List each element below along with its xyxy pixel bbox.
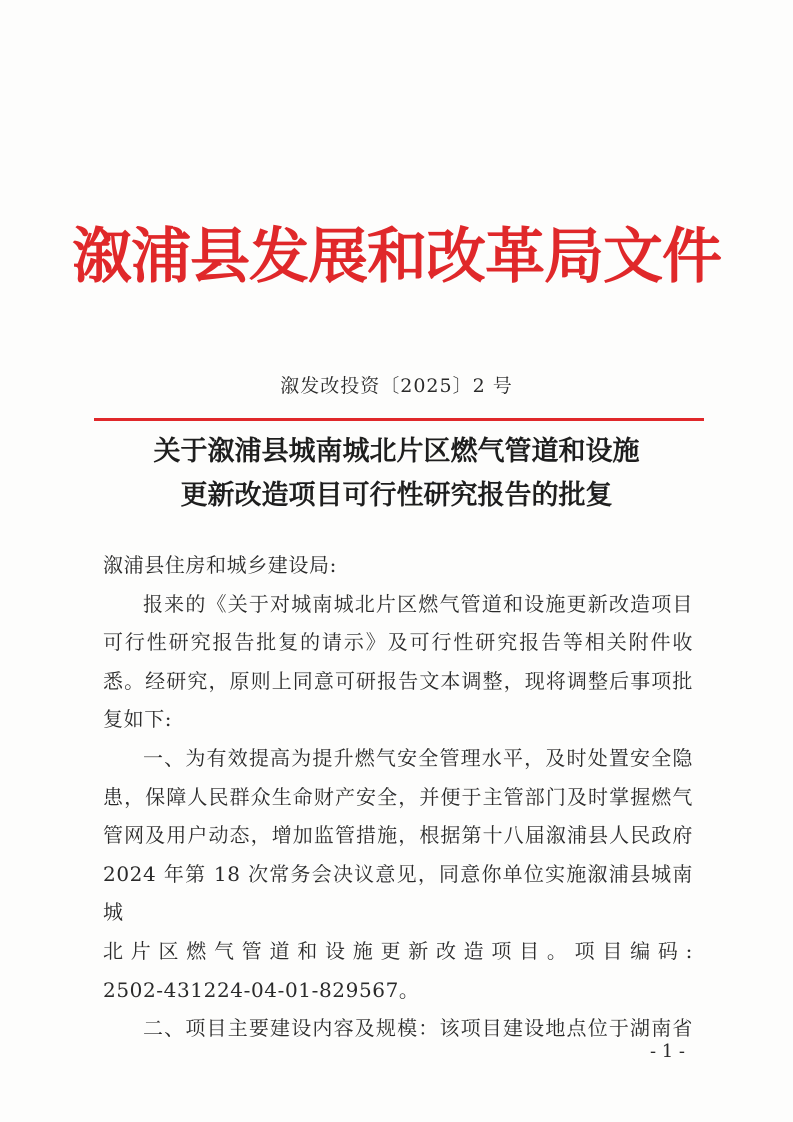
salutation: 溆浦县住房和城乡建设局: [103,553,337,577]
paragraph-2-line-6: 2502-431224-04-01-829567。 [103,977,420,1002]
paragraph-2-line-5: 北片区燃气管道和设施更新改造项目。项目编码: [103,938,693,963]
paragraph-2-line-2: 患，保障人民群众生命财产安全，并便于主管部门及时掌握燃气 [103,784,693,809]
masthead-title: 溆浦县发展和改革局文件 [72,222,721,292]
title-line-1: 关于溆浦县城南城北片区燃气管道和设施 [153,436,640,467]
paragraph-1-line-2: 可行性研究报告批复的请示》及可行性研究报告等相关附件收 [103,630,693,655]
page-number: - 1 - [649,1041,685,1062]
paragraph-2-line-1: 一、为有效提高为提升燃气安全管理水平，及时处置安全隐 [143,745,693,770]
paragraph-1-line-4: 复如下: [103,707,173,732]
paragraph-3-line-1: 二、项目主要建设内容及规模：该项目建设地点位于湖南省 [143,1016,693,1041]
document-body [103,546,693,1048]
paragraph-1-line-1: 报来的《关于对城南城北片区燃气管道和设施更新改造项目 [143,591,693,616]
title-line-2: 更新改造项目可行性研究报告的批复 [180,480,613,511]
paragraph-2-line-4: 2024 年第 18 次常务会决议意见，同意你单位实施溆浦县城南城 [103,861,693,925]
document-number: 溆发改投资〔2025〕2 号 [280,375,513,397]
document-title [0,430,793,518]
red-divider-line [94,418,704,421]
paragraph-1-line-3: 悉。经研究，原则上同意可研报告文本调整，现将调整后事项批 [103,668,693,693]
paragraph-2-line-3: 管网及用户动态，增加监管措施，根据第十八届溆浦县人民政府 [103,823,693,848]
